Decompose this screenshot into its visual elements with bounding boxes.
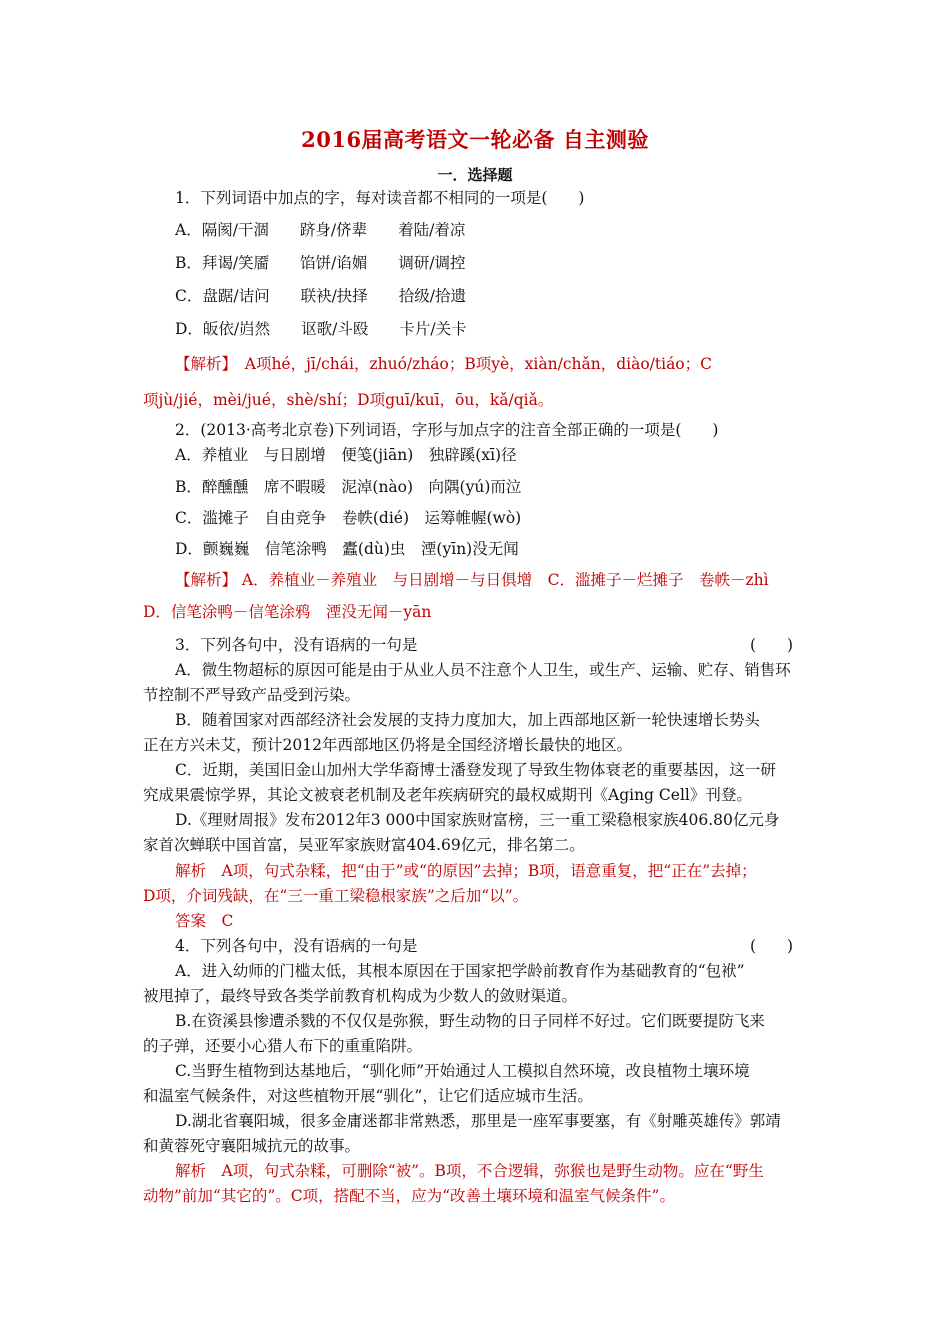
answer-explanation-line: 项jù/jié，mèi/jué，shè/shí；D项guī/kuī，ōu，kǎ/qiǎ。 [143, 391, 554, 409]
question-text-line: 正在方兴未艾，预计2012年西部地区仍将是全国经济增长最快的地区。 [143, 736, 632, 754]
question-text-line: 和温室气候条件，对这些植物开展“驯化”，让它们适应城市生活。 [143, 1087, 593, 1105]
question-text-line: 究成果震惊学界，其论文被衰老机制及老年疾病研究的最权威期刊《Aging Cell》刊登。 [143, 786, 752, 804]
question-text-line: 1．下列词语中加点的字，每对读音都不相同的一项是( ) [175, 189, 585, 207]
question-text-line: 家首次蝉联中国首富，吴亚军家族财富404.69亿元，排名第二。 [143, 836, 585, 854]
question-text-line: A．进入幼师的门槛太低，其根本原因在于国家把学龄前教育作为基础教育的“包袱” [175, 962, 745, 980]
answer-explanation-line: 【解析】 A项hé，jī/chái，zhuó/zháo；B项yè，xiàn/chǎn，diào/tiáo；C [175, 355, 712, 373]
question-text-line: ( ) [750, 636, 794, 654]
question-text-line: 节控制不严导致产品受到污染。 [143, 686, 361, 704]
question-text-line: A．隔阂/干涸 跻身/侪辈 着陆/着凉 [175, 221, 466, 239]
answer-explanation-line: 解析 A项，句式杂糅，可删除“被”。B项，不合逻辑，弥猴也是野生动物。应在“野生 [175, 1162, 764, 1180]
question-text-line: B．醉醺醺 席不暇暖 泥淖(nào) 向隅(yú)而泣 [175, 478, 522, 496]
question-text-line: 的子弹，还要小心猎人布下的重重陷阱。 [143, 1037, 423, 1055]
question-text-line: C．盘踞/诘问 联袂/抉择 拾级/拾遗 [175, 287, 467, 305]
section-heading: 一．选择题 [437, 166, 513, 184]
question-text-line: D.《理财周报》发布2012年3 000中国家族财富榜，三一重工梁稳根家族406.80亿元身 [175, 811, 780, 829]
question-text-line: 被甩掉了，最终导致各类学前教育机构成为少数人的敛财渠道。 [143, 987, 578, 1005]
question-text-line: D.湖北省襄阳城，很多金庸迷都非常熟悉，那里是一座军事要塞，有《射雕英雄传》郭靖 [175, 1112, 781, 1130]
question-text-line: D．皈依/岿然 讴歌/斗殴 卡片/关卡 [175, 320, 467, 338]
question-text-line: ( ) [750, 937, 794, 955]
question-text-line: 4．下列各句中，没有语病的一句是 [175, 937, 418, 955]
question-text-line: B．拜谒/笑靥 馅饼/谄媚 调研/调控 [175, 254, 466, 272]
answer-explanation-line: 答案 C [175, 912, 234, 930]
question-text-line: C．滥摊子 自由竞争 卷帙(dié) 运筹帷幄(wò) [175, 509, 522, 527]
question-text-line: A．微生物超标的原因可能是由于从业人员不注意个人卫生，或生产、运输、贮存、销售环 [175, 661, 791, 679]
answer-explanation-line: 动物”前加“其它的”。C项，搭配不当，应为“改善土壤环境和温室气候条件”。 [143, 1187, 675, 1205]
question-text-line: 和黄蓉死守襄阳城抗元的故事。 [143, 1137, 361, 1155]
question-text-line: B.在资溪县惨遭杀戮的不仅仅是弥猴，野生动物的日子同样不好过。它们既要提防飞来 [175, 1012, 765, 1030]
question-text-line: 2．(2013·高考北京卷)下列词语，字形与加点字的注音全部正确的一项是( ) [175, 421, 719, 439]
question-text-line: C.当野生植物到达基地后，“驯化师”开始通过人工模拟自然环境，改良植物土壤环境 [175, 1062, 750, 1080]
answer-explanation-line: D．信笔涂鸭－信笔涂鸦 湮没无闻－yān [143, 603, 432, 621]
question-text-line: D．颤巍巍 信笔涂鸭 蠹(dù)虫 湮(yīn)没无闻 [175, 540, 519, 558]
question-text-line: C．近期，美国旧金山加州大学华裔博士潘登发现了导致生物体衰老的重要基因，这一研 [175, 761, 776, 779]
question-text-line: A．养植业 与日剧增 便笺(jiān) 独辟蹊(xī)径 [175, 446, 517, 464]
answer-explanation-line: 【解析】 A．养植业－养殖业 与日剧增－与日俱增 C．滥摊子－烂摊子 卷帙－zhì [175, 571, 769, 589]
document-title: 2016届高考语文一轮必备 自主测验 [301, 127, 649, 152]
question-text-line: 3．下列各句中，没有语病的一句是 [175, 636, 418, 654]
answer-explanation-line: D项，介词残缺，在“三一重工梁稳根家族”之后加“以”。 [143, 887, 529, 905]
answer-explanation-line: 解析 A项，句式杂糅，把“由于”或“的原因”去掉；B项，语意重复，把“正在”去掉； [175, 862, 757, 880]
question-text-line: B．随着国家对西部经济社会发展的支持力度加大，加上西部地区新一轮快速增长势头 [175, 711, 760, 729]
